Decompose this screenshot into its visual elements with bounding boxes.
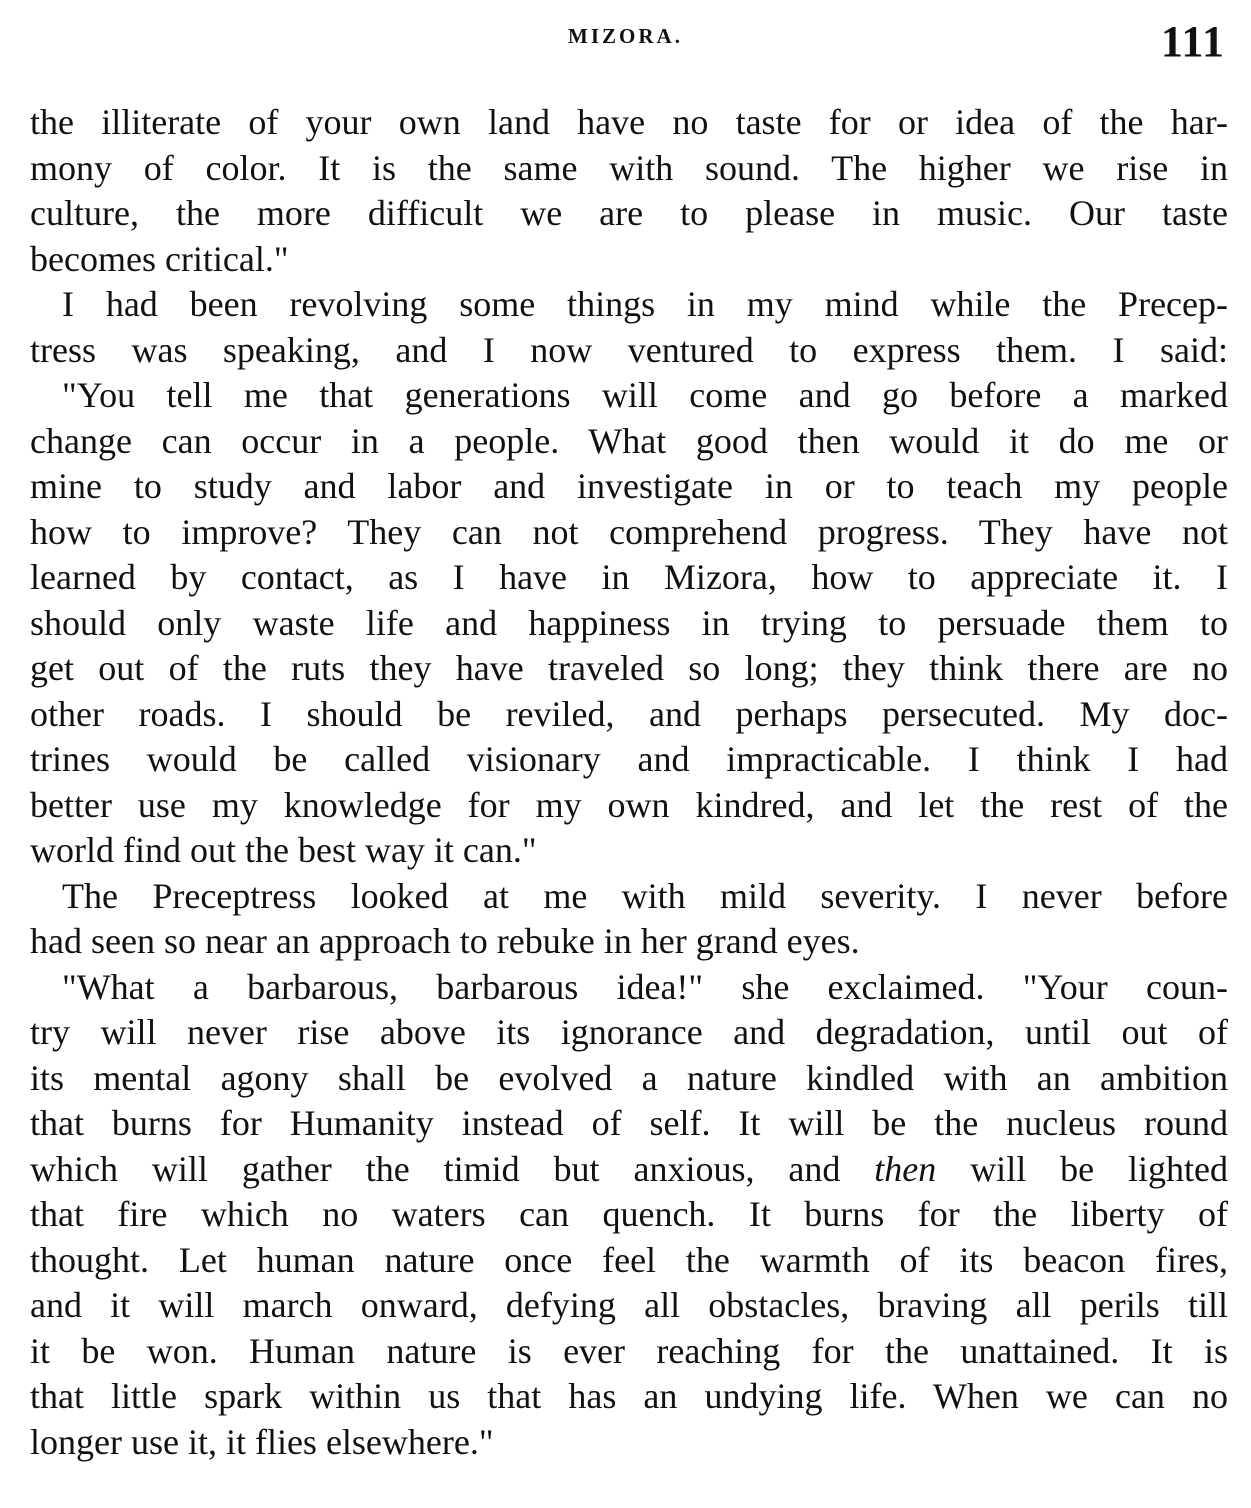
text-line: becomes critical." xyxy=(30,238,289,279)
running-title: MIZORA. xyxy=(568,24,683,48)
text-line: should only waste life and happiness in trying to persuade them to xyxy=(30,602,1228,643)
text-line: and it will march onward, defying all obstacles, braving all perils till xyxy=(30,1285,1228,1325)
text-line: world find out the best way it can." xyxy=(30,830,537,870)
text-line: try will never rise above its ignorance and degradation, until out of xyxy=(30,1012,1228,1052)
text-line: "You tell me that generations will come and go before a marked xyxy=(62,375,1228,415)
italic-emphasis: then xyxy=(874,1148,937,1189)
text-line: thought. Let human nature once feel the warmth of its beacon fires, xyxy=(30,1239,1228,1280)
text-line: tress was speaking, and I now ventured to express them. I said: xyxy=(30,329,1228,370)
page-number: 111 xyxy=(1160,17,1225,66)
text-line: longer use it, it flies elsewhere." xyxy=(30,1421,494,1462)
text-line: other roads. I should be reviled, and perhaps persecuted. My doc- xyxy=(30,693,1228,734)
text-line: that burns for Humanity instead of self. It will be the nucleus round xyxy=(30,1103,1228,1143)
text-line: that little spark within us that has an undying life. When we can no xyxy=(30,1376,1228,1416)
text-line: change can occur in a people. What good then would it do me or xyxy=(30,420,1228,461)
text-line: culture, the more difficult we are to please in music. Our taste xyxy=(30,193,1228,233)
text-line: I had been revolving some things in my mind while the Precep- xyxy=(62,284,1228,324)
body-text xyxy=(30,100,1228,1465)
text-line: mony of color. It is the same with sound. The higher we rise in xyxy=(30,147,1228,188)
text-segment: which will gather the timid but anxious, and xyxy=(30,1148,875,1189)
text-line xyxy=(30,1147,1228,1193)
text-line: how to improve? They can not comprehend progress. They have not xyxy=(30,511,1228,552)
text-line: that fire which no waters can quench. It burns for the liberty of xyxy=(30,1194,1228,1234)
text-line: it be won. Human nature is ever reaching for the unattained. It is xyxy=(30,1330,1228,1371)
text-line: get out of the ruts they have traveled so long; they think there are no xyxy=(30,648,1228,688)
text-line: the illiterate of your own land have no taste for or idea of the har- xyxy=(30,102,1228,142)
text-line: "What a barbarous, barbarous idea!" she exclaimed. "Your coun- xyxy=(62,966,1228,1007)
text-line: had seen so near an approach to rebuke in her grand eyes. xyxy=(30,921,860,961)
text-line: better use my knowledge for my own kindred, and let the rest of the xyxy=(30,784,1228,825)
text-line: mine to study and labor and investigate in or to teach my people xyxy=(30,466,1228,506)
text-segment: will be lighted xyxy=(936,1148,1228,1189)
running-head xyxy=(0,16,1251,66)
text-line: trines would be called visionary and impracticable. I think I had xyxy=(30,739,1228,779)
text-line: learned by contact, as I have in Mizora, how to appreciate it. I xyxy=(30,557,1228,597)
text-line: its mental agony shall be evolved a nature kindled with an ambition xyxy=(30,1057,1228,1098)
text-line: The Preceptress looked at me with mild severity. I never before xyxy=(62,875,1228,916)
